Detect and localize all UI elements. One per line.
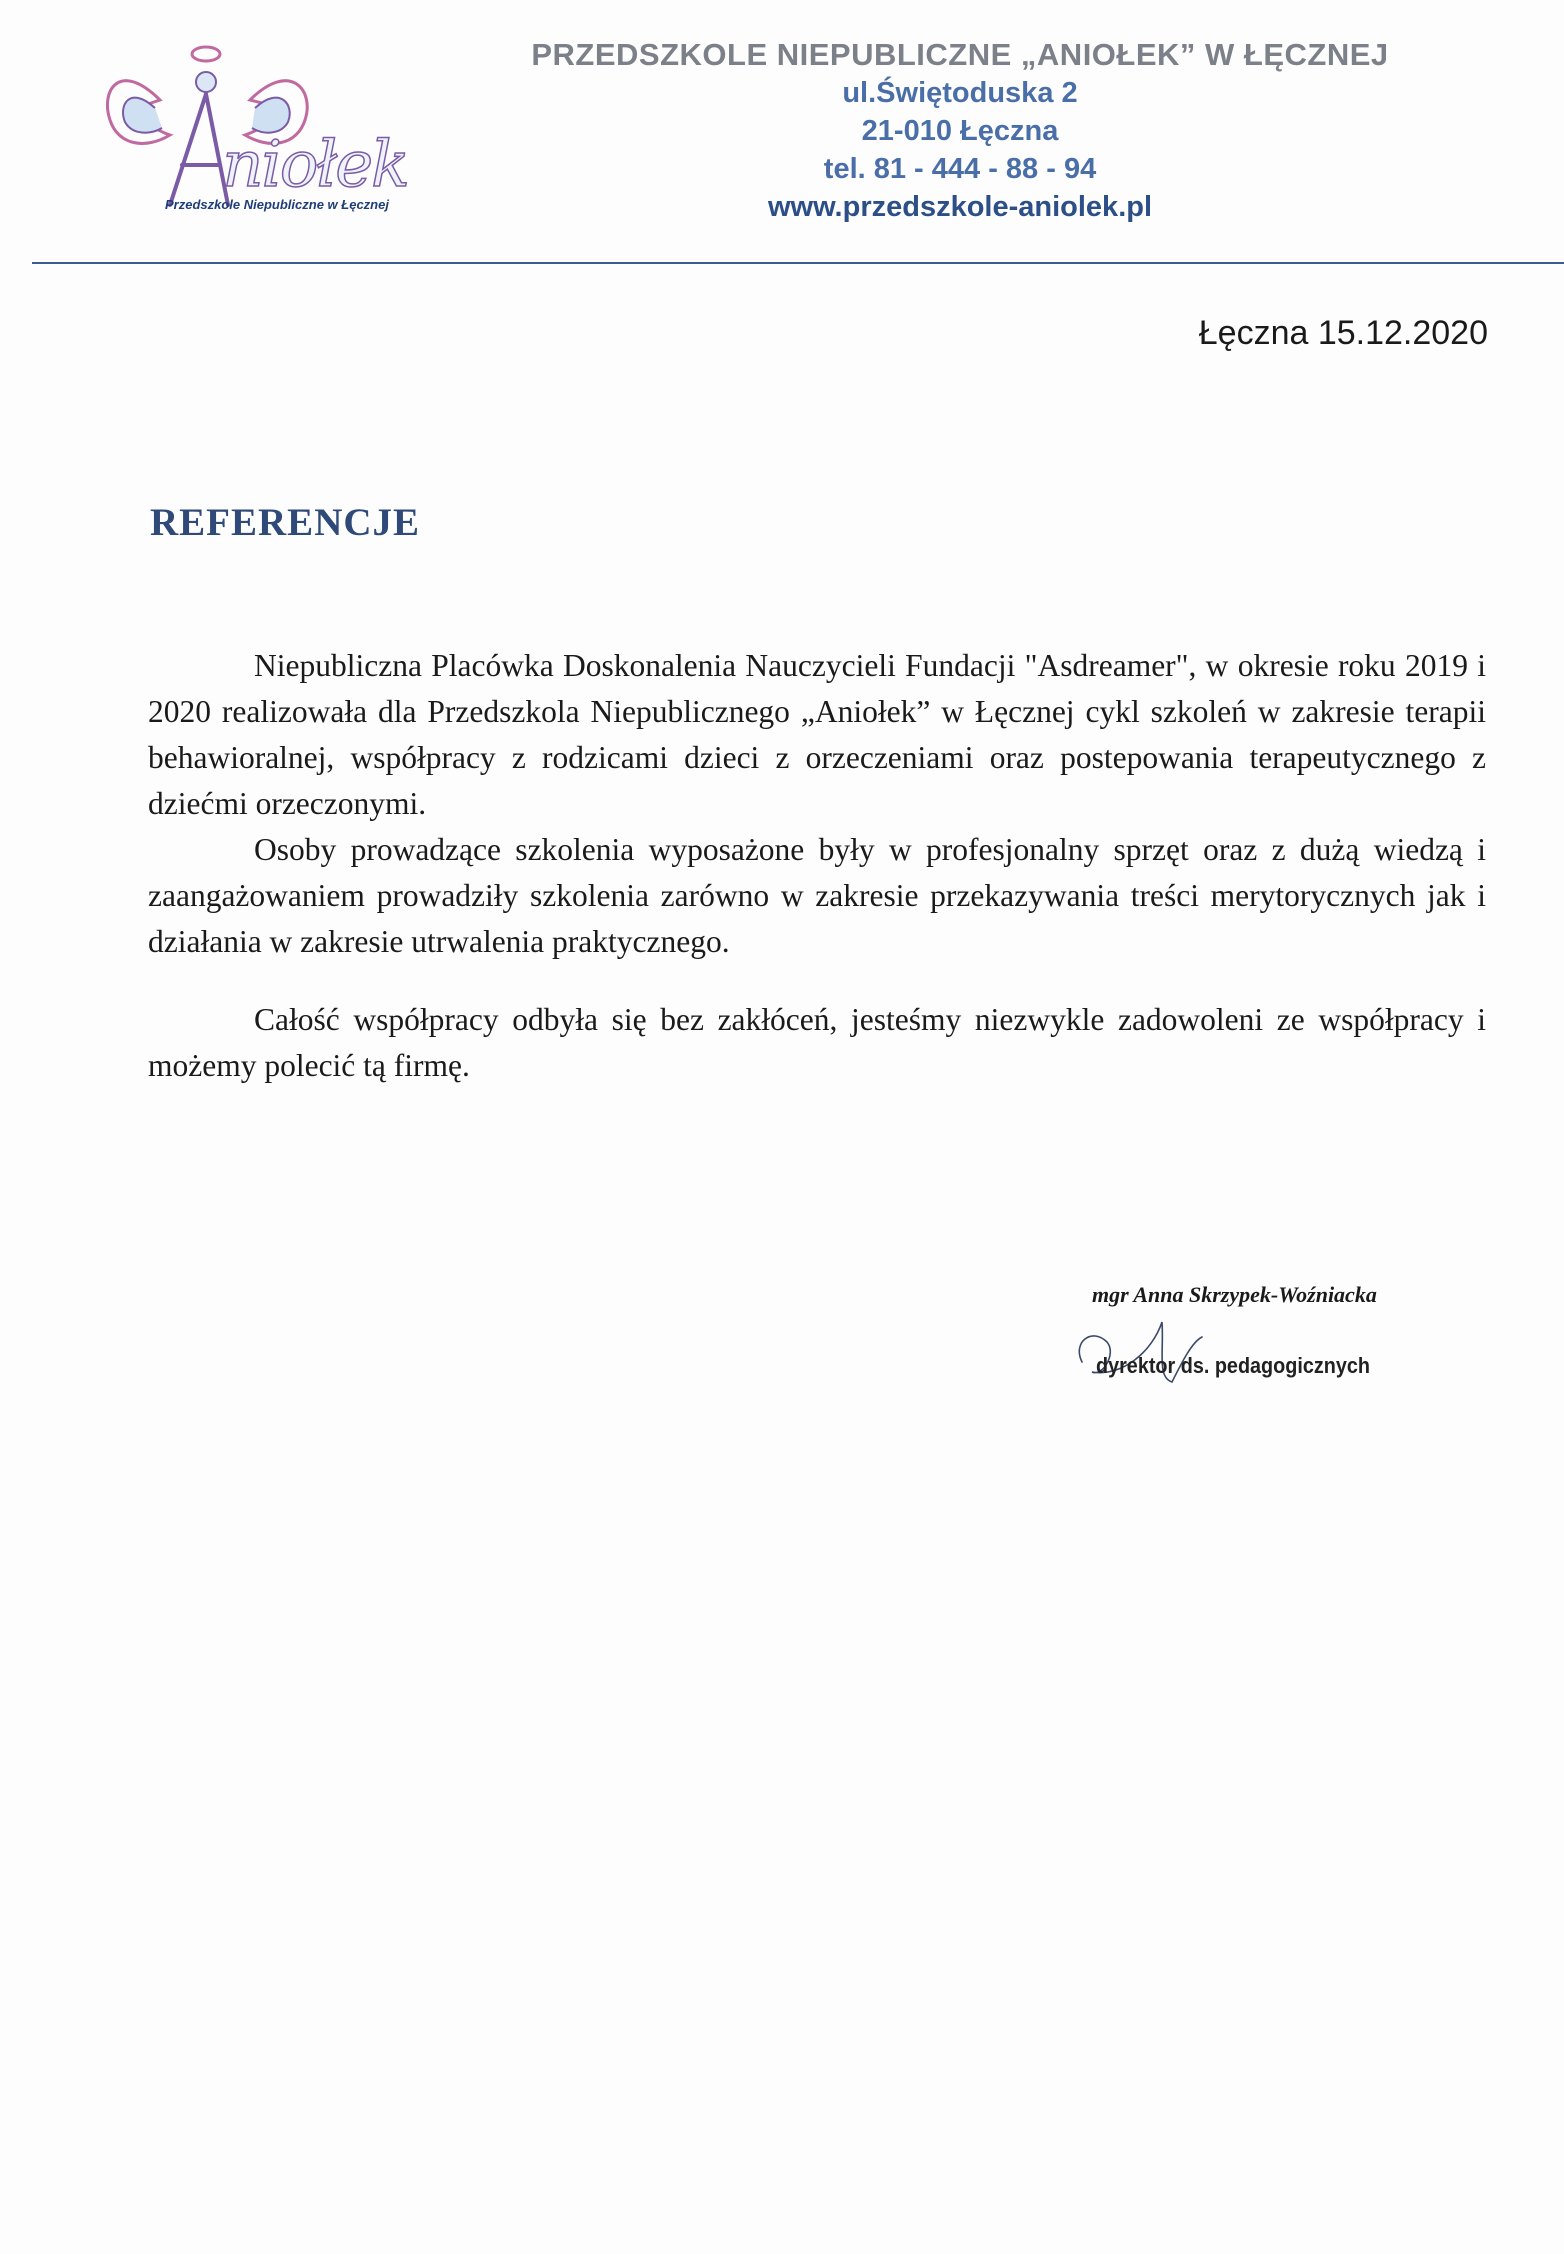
logo-wordmark: niołek bbox=[222, 128, 408, 202]
paragraph-2: Osoby prowadzące szkolenia wyposażone były w profesjonalny sprzęt oraz z dużą wiedzą i zaangażowaniem prowadziły szkolenia zarówno w zakresie przekazywania treści merytorycznych jak i działania w zakresie utrwalenia praktycznego. bbox=[148, 832, 1486, 959]
phone-number: tel. 81 - 444 - 88 - 94 bbox=[823, 153, 1097, 185]
header-divider bbox=[32, 262, 1564, 264]
street-address: ul.Świętoduska 2 bbox=[842, 77, 1078, 109]
document-title: REFERENCJE bbox=[150, 501, 421, 544]
website-link[interactable]: www.przedszkole-aniolek.pl bbox=[767, 191, 1153, 223]
paragraph-1: Niepubliczna Placówka Doskonalenia Nauczycieli Fundacji "Asdreamer", w okresie roku 2019 i 2020 realizowała dla Przedszkola Niepublicznego „Aniołek” w Łęcznej cykl szkoleń w zakresie terapii behawioralnej, współpracy z rodzicami dzieci z orzeczeniami oraz postepowania terapeutycznego z dziećmi orzeczonymi. bbox=[148, 648, 1486, 821]
letter-body bbox=[148, 643, 1486, 1089]
signatory-name: mgr Anna Skrzypek-Woźniacka bbox=[1092, 1282, 1377, 1307]
postal-city: 21-010 Łęczna bbox=[861, 115, 1059, 147]
paragraph-3: Całość współpracy odbyła się bez zakłóceń, jesteśmy niezwykle zadowoleni ze współpracy i możemy polecić tą firmę. bbox=[148, 1002, 1486, 1083]
letter-date: Łęczna 15.12.2020 bbox=[1198, 314, 1488, 352]
logo-tagline: Przedszkole Niepubliczne w Łęcznej bbox=[165, 197, 389, 212]
signatory-position: dyrektor ds. pedagogicznych bbox=[1096, 1353, 1370, 1378]
institution-name: PRZEDSZKOLE NIEPUBLICZNE „ANIOŁEK” W ŁĘCZNEJ bbox=[531, 37, 1389, 72]
letterhead-contact bbox=[470, 36, 1450, 226]
